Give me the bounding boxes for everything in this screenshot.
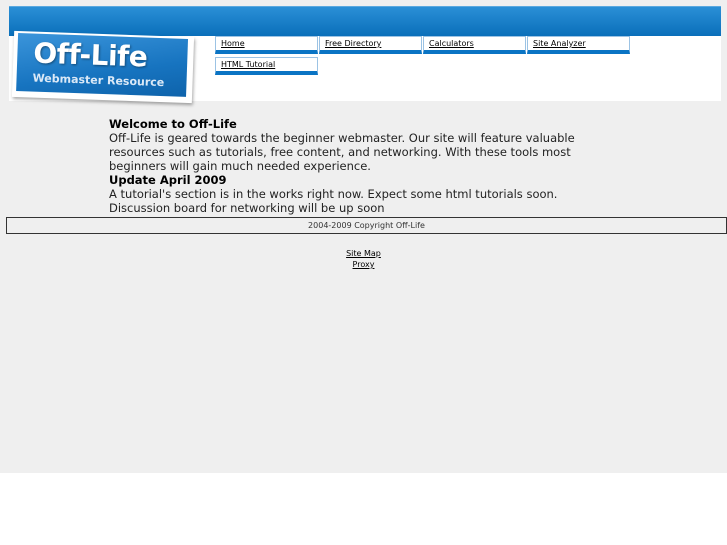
update-heading: Update April 2009 — [109, 173, 227, 187]
nav-link-site-analyzer[interactable]: Site Analyzer — [533, 39, 586, 48]
nav-link-free-directory[interactable]: Free Directory — [325, 39, 382, 48]
footer-links — [0, 248, 727, 270]
main-content — [109, 117, 619, 215]
copyright-text: 2004-2009 Copyright Off-Life — [308, 221, 425, 230]
welcome-heading: Welcome to Off-Life — [109, 117, 237, 131]
welcome-text: Off-Life is geared towards the beginner webmaster. Our site will feature valuable resources such as tutorials, free content, and networking. With these tools most beginners will gain much needed experience. — [109, 131, 575, 173]
nav-item-home[interactable] — [215, 36, 318, 54]
nav-item-site-analyzer[interactable] — [527, 36, 630, 54]
nav-item-html-tutorial[interactable] — [215, 57, 318, 75]
update-line-tutorials: A tutorial's section is in the works right now. Expect some html tutorials soon. — [109, 187, 558, 201]
top-banner-bar — [9, 6, 721, 36]
update-line-discussion: Discussion board for networking will be up soon — [109, 201, 385, 215]
logo-card — [12, 31, 194, 103]
logo-title: Off-Life — [32, 36, 148, 74]
footer-link-site-map[interactable]: Site Map — [346, 249, 381, 258]
logo-panel — [16, 33, 188, 97]
nav-item-free-directory[interactable] — [319, 36, 422, 54]
nav-item-calculators[interactable] — [423, 36, 526, 54]
nav-link-home[interactable]: Home — [221, 39, 245, 48]
footer-link-proxy[interactable]: Proxy — [352, 260, 375, 269]
nav-link-html-tutorial[interactable]: HTML Tutorial — [221, 60, 276, 69]
logo-subtitle: Webmaster Resource — [32, 71, 165, 90]
footer-copyright-bar — [6, 217, 727, 234]
site-logo[interactable] — [12, 31, 194, 103]
nav-link-calculators[interactable]: Calculators — [429, 39, 474, 48]
